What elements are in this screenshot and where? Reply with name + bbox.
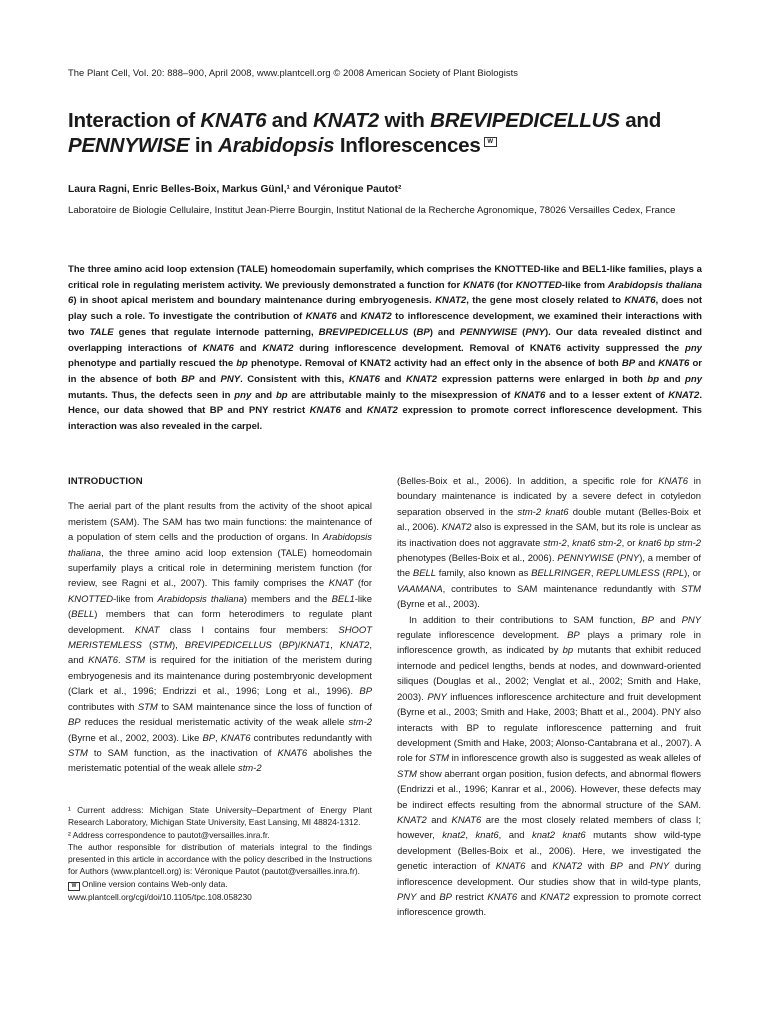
text-fragment: expression patterns were enlarged in both — [437, 373, 648, 385]
body-paragraph — [397, 474, 701, 613]
italic-term: KNAT6 — [495, 861, 526, 873]
text-fragment: phenotype and partially rescued the — [68, 358, 237, 370]
text-fragment: and — [426, 814, 452, 826]
title-gene: BREVIPEDICELLUS — [430, 109, 620, 132]
italic-term: BP — [641, 614, 654, 626]
introduction-heading: INTRODUCTION — [68, 476, 143, 487]
text-fragment: in inflorescence growth also is suggested as weak alleles of — [448, 753, 701, 765]
text-fragment: in boundary maintenance is indicated by a severe defect in cotyledon separation observed in the — [397, 476, 701, 518]
text-fragment: , and — [68, 640, 373, 667]
web-only-data-icon: W — [68, 882, 80, 891]
italic-term: VAAMANA — [397, 583, 443, 595]
italic-term: KNAT6 — [463, 279, 495, 291]
text-fragment: and — [517, 891, 540, 903]
author-list: Laura Ragni, Enric Belles-Boix, Markus Günl,¹ and Véronique Pautot² — [68, 184, 402, 195]
text-fragment: and — [635, 358, 659, 370]
italic-term: bp — [236, 358, 248, 370]
text-fragment: to SAM maintenance since the loss of function of — [157, 701, 372, 713]
text-fragment: , contributes to SAM maintenance redundantly with — [442, 583, 682, 595]
italic-term: pny — [685, 373, 703, 385]
italic-term: KNAT2 — [540, 891, 570, 903]
title-gene: KNAT2 — [313, 109, 379, 132]
text-fragment: ( — [141, 640, 153, 652]
title-text: and — [619, 109, 662, 132]
italic-term: PNY — [619, 553, 640, 565]
italic-term: stm-2 — [348, 717, 372, 729]
italic-term: PNY — [220, 373, 241, 385]
text-fragment: and — [622, 861, 650, 873]
text-fragment: and — [379, 373, 406, 385]
text-fragment: , — [590, 568, 597, 580]
italic-term: KNAT2 — [366, 405, 398, 417]
doi-link[interactable]: www.plantcell.org/cgi/doi/10.1105/tpc.108.058230 — [68, 891, 252, 902]
text-fragment: ) in shoot apical meristem and boundary maintenance during embryogenesis. — [73, 295, 436, 307]
title-text: in — [189, 134, 219, 157]
italic-term: STM — [68, 747, 88, 759]
italic-term: KNOTTED — [68, 593, 114, 605]
text-fragment: expression to promote correct inflorescence development. This interaction was also revealed in the carpel. — [68, 405, 702, 433]
italic-term: KNAT2 — [668, 389, 700, 401]
text-fragment: to inflorescence development, we examined their interactions with two — [68, 311, 702, 338]
title-text: with — [378, 109, 431, 132]
italic-term: stm-2 knat6 — [517, 506, 569, 518]
italic-term: BP — [621, 358, 636, 370]
text-fragment: ) members that can form heterodimers to regulate plant development. — [68, 609, 372, 636]
text-fragment: ), — [172, 640, 185, 652]
introduction-paragraph — [68, 499, 372, 776]
text-fragment: is required for the initiation of the meristem during embryogenesis and its maintenance during postembryonic development (Clark et al., 1996; Endrizzi et al., 1996; Long et al., 1996). — [68, 655, 373, 698]
text-fragment: and — [653, 614, 682, 626]
italic-term: KNAT1 — [300, 640, 331, 652]
right-column — [397, 474, 701, 921]
text-fragment: restrict — [451, 891, 488, 903]
author-affiliation: Laboratoire de Biologie Cellulaire, Institut Jean-Pierre Bourgin, Institut National de la Recherche Agronomique, 78026 Versailles Cedex, France — [68, 205, 676, 216]
italic-term: KNAT2 — [262, 342, 294, 354]
left-column — [68, 474, 372, 777]
text-fragment: and — [340, 405, 367, 417]
italic-term: TALE — [89, 326, 114, 338]
footnote-web-only — [68, 878, 372, 891]
italic-term: KNAT6 — [487, 891, 518, 903]
text-fragment: )/ — [294, 640, 301, 652]
text-fragment: ( — [659, 568, 666, 580]
journal-citation: The Plant Cell, Vol. 20: 888–900, April 2008, www.plantcell.org © 2008 American Society of Plant Biologists — [68, 67, 519, 78]
italic-term: KNAT6 — [305, 311, 337, 323]
text-fragment: to SAM function, as the inactivation of — [87, 747, 278, 759]
text-fragment: . Hence, our data showed that BP and PNY restrict — [68, 389, 702, 417]
text-fragment: influences inflorescence architecture and fruit development (Byrne et al., 2003; Smith and Hake, 2003; Bhatt et al., 2004). PNY also interacts with BP to regulate inflorescence patterning and fruit development (Smith and Hake, 2003; Alonso-Cantabrana et al., 2007). A role for — [397, 691, 701, 765]
italic-term: pny — [234, 389, 252, 401]
italic-term: PNY — [649, 861, 670, 873]
italic-term: REPLUMLESS — [596, 568, 660, 580]
italic-term: KNAT2 — [397, 814, 427, 826]
text-fragment: regulate inflorescence development. — [397, 630, 568, 642]
italic-term: BP — [416, 326, 430, 338]
article-title — [68, 108, 702, 158]
text-fragment: mutants show wild-type development (Belles-Boix et al., 2006). Here, we investigated the genetic interaction of — [397, 830, 701, 873]
text-fragment: (for — [494, 279, 516, 291]
text-fragment: phenotypes (Belles-Boix et al., 2006). — [397, 553, 558, 565]
italic-term: KNAT6 — [309, 405, 341, 417]
italic-term: KNAT2 — [435, 295, 467, 307]
italic-term: BREVIPEDICELLUS — [318, 326, 409, 338]
text-fragment: expression to promote correct inflorescence growth. — [397, 891, 701, 919]
text-fragment: abolishes the meristematic potential of the weak allele — [68, 747, 372, 775]
text-fragment: show aberrant organ position, fusion defects, and abnormal flowers (Endrizzi et al., 1996; Kanrar et al., 2006). However, these defects may be indirect effects resulting from the abnormal structure of the SAM. — [397, 768, 701, 811]
text-fragment: and to a lesser extent of — [545, 389, 669, 401]
italic-term: KNAT6 — [514, 389, 546, 401]
italic-term: STM — [125, 655, 146, 667]
italic-term: BP — [610, 861, 623, 873]
text-fragment: . Consistent with this, — [240, 373, 349, 385]
body-paragraph — [397, 613, 701, 921]
text-fragment: mutants. Thus, the defects seen in — [68, 389, 235, 401]
text-fragment: during inflorescence development. Our studies show that in wild-type plants, — [397, 861, 701, 888]
text-fragment: ), a member of the — [397, 553, 701, 580]
italic-term: KNAT2 — [552, 861, 583, 873]
italic-term: PNY — [681, 614, 701, 626]
italic-term: PNY — [427, 691, 447, 703]
web-only-data-icon[interactable]: W — [484, 137, 497, 147]
italic-term: knat6 — [475, 830, 499, 842]
text-fragment: (Byrne et al., 2002, 2003). Like — [68, 732, 203, 744]
text-fragment: contributes redundantly with — [250, 732, 373, 744]
text-fragment: The aerial part of the plant results from the activity of the shoot apical meristem (SAM). The SAM has two main functions: the maintenance of a population of stem cells and the production of organs. In — [68, 501, 372, 544]
text-fragment: ). Our data revealed distinct and overlapping interactions of — [68, 326, 702, 354]
italic-term: SHOOT MERISTEMLESS — [68, 624, 372, 652]
text-fragment: also is expressed in the SAM, but its role is unclear as its inactivation does not aggravate — [397, 522, 701, 549]
text-fragment: , — [566, 537, 573, 549]
text-fragment: (Byrne et al., 2003). — [397, 599, 480, 611]
text-fragment: , and — [498, 830, 532, 842]
text-fragment: and — [251, 389, 276, 401]
italic-term: STM — [152, 640, 173, 652]
italic-term: BP — [359, 686, 372, 698]
italic-term: KNAT — [134, 624, 160, 636]
italic-term: bp — [275, 389, 288, 401]
italic-term: KNAT6 — [624, 295, 656, 307]
abstract — [68, 262, 702, 435]
italic-term: KNAT6 — [277, 747, 308, 759]
footnote-current-address: ¹ Current address: Michigan State University–Department of Energy Plant Research Laboratory, Michigan State University, East Lansing, MI 48824-1312. — [68, 805, 372, 828]
italic-term: BP — [282, 640, 295, 652]
text-fragment: or in the absence of both — [68, 358, 703, 385]
text-fragment: , the three amino acid loop extension (TALE) homeodomain superfamily plays a critical role in determining meristem function (for review, see Ragni et al., 2007). This family comprises the — [68, 547, 372, 590]
text-fragment: -like from — [561, 279, 608, 291]
footnote-web-only-text: Online version contains Web-only data. — [82, 878, 228, 889]
text-fragment: -like from — [113, 593, 158, 605]
text-fragment: class I contains four members: — [159, 624, 339, 636]
italic-term: RPL — [665, 568, 685, 580]
text-fragment: , — [465, 830, 476, 842]
italic-term: KNAT2 — [405, 373, 438, 385]
title-gene: PENNYWISE — [68, 134, 190, 157]
italic-term: KNAT6 — [658, 476, 688, 487]
text-fragment: family, also known as — [436, 568, 532, 580]
text-fragment: mutants that exhibit reduced internode and pedicel lengths, bends at nodes, and downward-oriented siliques (Douglas et al., 2002; Venglat et al., 2002; Smith and Hake, 2003). — [397, 645, 701, 703]
italic-term: KNAT6 — [658, 358, 690, 370]
text-fragment: , or — [621, 537, 639, 549]
italic-term: PENNYWISE — [557, 553, 614, 565]
italic-term: KNAT — [328, 578, 354, 590]
text-fragment: are attributable mainly to the misexpression of — [287, 389, 515, 401]
text-fragment: ( — [613, 553, 620, 565]
text-fragment: and — [233, 342, 263, 354]
italic-term: BP — [68, 717, 81, 729]
text-fragment: ), or — [684, 568, 702, 580]
text-fragment: plays a primary role in inflorescence growth, as indicated by — [397, 630, 701, 657]
italic-term: STM — [397, 768, 417, 780]
text-fragment: ( — [517, 326, 526, 338]
text-fragment: (for — [353, 578, 372, 590]
italic-term: STM — [429, 753, 449, 765]
text-fragment: and — [525, 861, 553, 873]
text-fragment: contributes with — [68, 701, 138, 713]
italic-term: BELL — [71, 609, 95, 621]
text-fragment: (Belles-Boix et al., 2006). In addition, a specific role for — [397, 476, 659, 487]
italic-term: PNY — [525, 326, 545, 338]
text-fragment: are the most closely related members of class I; however, — [397, 814, 701, 842]
italic-term: KNAT6 — [202, 342, 234, 354]
text-fragment: and — [659, 373, 686, 385]
italic-term: KNAT6 — [88, 655, 118, 667]
text-fragment: ) members and the — [243, 593, 332, 605]
text-fragment: , the gene most closely related to — [466, 295, 625, 307]
footnotes — [68, 804, 372, 903]
footnote-correspondence: ² Address correspondence to pautot@versailles.inra.fr. — [68, 829, 270, 840]
text-fragment: ) and — [429, 326, 460, 338]
italic-term: Arabidopsis thaliana — [68, 532, 372, 559]
italic-term: BP — [202, 732, 216, 744]
italic-term: stm-2 — [237, 763, 262, 775]
italic-term: BELL — [412, 568, 437, 580]
italic-term: knat2 — [442, 830, 466, 842]
italic-term: STM — [681, 583, 701, 595]
italic-term: BP — [567, 630, 580, 642]
italic-term: KNAT6 — [348, 373, 380, 385]
text-fragment: ( — [271, 640, 282, 652]
italic-term: PENNYWISE — [459, 326, 518, 338]
title-text: Interaction of — [68, 109, 201, 132]
text-fragment: double mutant (Belles-Boix et al., 2006). — [397, 506, 701, 534]
text-fragment: , — [215, 732, 221, 744]
italic-term: bp — [647, 373, 660, 385]
italic-term: KNAT2 — [339, 640, 370, 652]
text-fragment: genes that regulate internode patterning, — [113, 326, 319, 338]
text-fragment: phenotype. Removal of KNAT2 activity had an effect only in the absence of both — [247, 358, 622, 370]
italic-term: stm-2 — [543, 537, 567, 549]
title-text: and — [266, 109, 314, 132]
text-fragment: and — [194, 373, 221, 385]
text-fragment: and — [416, 891, 440, 903]
italic-term: knat2 knat6 — [531, 830, 586, 842]
italic-term: pny — [685, 342, 702, 354]
italic-term: bp — [562, 645, 574, 657]
italic-term: knat6 bp stm-2 — [638, 537, 701, 549]
italic-term: Arabidopsis thaliana — [157, 593, 244, 605]
italic-term: KNAT2 — [441, 522, 472, 534]
title-gene: KNAT6 — [200, 109, 267, 132]
title-text: Inflorescences — [334, 134, 481, 157]
text-fragment: ( — [408, 326, 417, 338]
italic-term: KNAT6 — [220, 732, 251, 744]
italic-term: KNAT2 — [360, 311, 392, 323]
italic-term: BEL1 — [331, 593, 355, 605]
text-fragment: , does not play such a role. To investigate the contribution of — [68, 295, 702, 323]
text-fragment: The three amino acid loop extension (TALE) homeodomain superfamily, which comprises the KNOTTED-like and BEL1-like families, plays a critical role in regulating meristem activity. We previously demonstrated a function for — [68, 264, 702, 291]
italic-term: Arabidopsis thaliana 6 — [68, 279, 702, 307]
footnote-responsible-author: The author responsible for distribution of materials integral to the findings presented in this article in accordance with the policy described in the Instructions for Authors (www.plantcell.org) is: Véronique Pautot (pautot@versailles.inra.fr). — [68, 841, 372, 877]
italic-term: PNY — [397, 891, 417, 903]
text-fragment: and — [336, 311, 361, 323]
text-fragment: during inflorescence development. Removal of KNAT6 activity suppressed the — [293, 342, 686, 354]
text-fragment: with — [582, 861, 611, 873]
title-species: Arabidopsis — [218, 134, 335, 157]
text-fragment: , — [330, 640, 340, 652]
text-fragment: -like ( — [68, 593, 373, 621]
italic-term: KNOTTED — [515, 279, 562, 291]
text-fragment: . — [118, 655, 126, 667]
italic-term: BREVIPEDICELLUS — [184, 640, 272, 652]
article-page — [68, 0, 702, 1024]
text-fragment: In addition to their contributions to SAM function, — [409, 614, 642, 626]
italic-term: BELLRINGER — [531, 568, 591, 580]
italic-term: BP — [439, 891, 452, 903]
italic-term: BP — [181, 373, 195, 385]
text-fragment: reduces the residual meristematic activity of the weak allele — [80, 717, 349, 729]
italic-term: STM — [137, 701, 158, 713]
italic-term: KNAT6 — [451, 814, 482, 826]
italic-term: knat6 stm-2 — [572, 537, 622, 549]
